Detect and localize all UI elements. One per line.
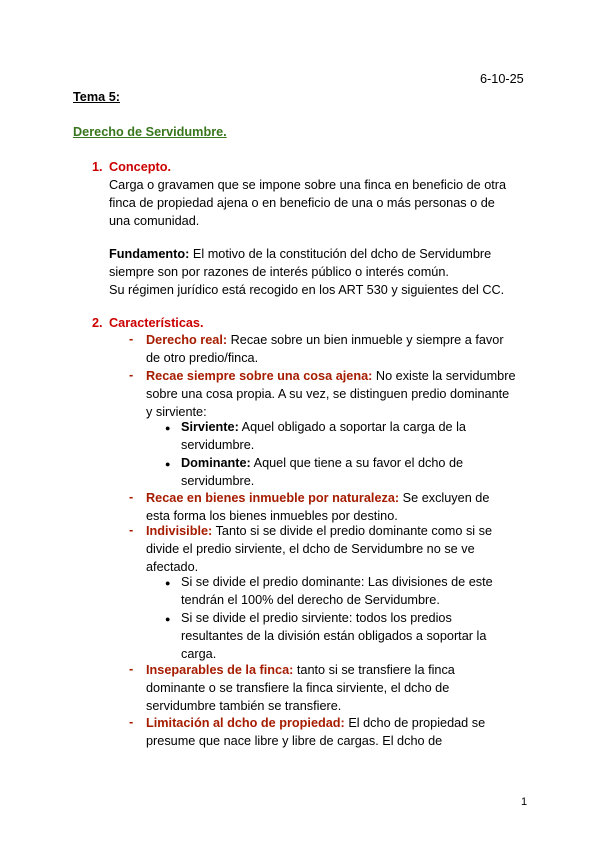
item-label: Inseparables de la finca: xyxy=(146,663,294,677)
concept-text xyxy=(109,176,506,230)
concept-line: Carga o gravamen que se impone sobre una finca en beneficio de otra xyxy=(109,178,507,192)
item-label: Indivisible: xyxy=(146,524,213,538)
round-bullet: ● xyxy=(165,459,171,469)
list-item xyxy=(146,714,485,750)
item-label: Derecho real: xyxy=(146,333,228,347)
fundamento-line: El motivo de la constitución del dcho de Servidumbre xyxy=(189,247,492,261)
subitem-line: Aquel obligado a soportar la carga de la xyxy=(238,420,466,434)
item-line: afectado. xyxy=(146,560,199,574)
fundamento-line: Su régimen jurídico está recogido en los ART 530 y siguientes del CC. xyxy=(109,283,505,297)
item-line: Se excluyen de xyxy=(399,491,490,505)
item-line: No existe la servidumbre xyxy=(372,369,516,383)
subitem-line: Aquel que tiene a su favor el dcho de xyxy=(250,456,464,470)
subitem-line: resultantes de la división están obligados a soportar la xyxy=(181,629,487,643)
subitem-label: Sirviente: xyxy=(181,420,239,434)
subitem-line: Si se divide el predio dominante: Las divisiones de este xyxy=(181,575,493,589)
round-bullet: ● xyxy=(165,423,171,433)
document-title: Derecho de Servidumbre. xyxy=(73,125,227,139)
list-item xyxy=(146,661,455,715)
list-item xyxy=(146,367,516,421)
sub-item xyxy=(181,454,463,490)
list-item xyxy=(146,489,489,525)
subitem-line: carga. xyxy=(181,647,217,661)
subitem-line: tendrán el 100% del derecho de Servidumbre. xyxy=(181,593,440,607)
section-2-number: 2. xyxy=(92,316,103,330)
page-number: 1 xyxy=(521,796,528,808)
list-item xyxy=(146,331,504,367)
item-line: dominante o se transfiere la finca sirviente, el dcho de xyxy=(146,681,450,695)
subitem-line: servidumbre. xyxy=(181,438,255,452)
item-line: El dcho de propiedad se xyxy=(344,716,486,730)
fundamento-line: siempre son por razones de interés público o interés común. xyxy=(109,265,449,279)
subitem-line: Si se divide el predio sirviente: todos los predios xyxy=(181,611,452,625)
item-label: Recae siempre sobre una cosa ajena: xyxy=(146,369,373,383)
item-line: presume que nace libre y libre de cargas. El dcho de xyxy=(146,734,443,748)
subitem-line: servidumbre. xyxy=(181,474,255,488)
item-label: Recae en bienes inmueble por naturaleza: xyxy=(146,491,400,505)
dash-bullet: - xyxy=(129,490,134,504)
item-label: Limitación al dcho de propiedad: xyxy=(146,716,345,730)
fundamento-text xyxy=(109,245,504,299)
item-line: Tanto si se divide el predio dominante como si se xyxy=(212,524,493,538)
item-line: Recae sobre un bien inmueble y siempre a favor xyxy=(227,333,504,347)
dash-bullet: - xyxy=(129,368,134,382)
dash-bullet: - xyxy=(129,662,134,676)
fundamento-label: Fundamento: xyxy=(109,247,190,261)
dash-bullet: - xyxy=(129,523,134,537)
item-line: de otro predio/finca. xyxy=(146,351,259,365)
sub-item xyxy=(181,573,493,609)
item-line: tanto si se transfiere la finca xyxy=(293,663,455,677)
item-line: servidumbre también se transfiere. xyxy=(146,699,342,713)
item-line: sobre una cosa propia. A su vez, se distinguen predio dominante xyxy=(146,387,510,401)
section-1-heading: Concepto. xyxy=(109,160,172,174)
document-date: 6-10-25 xyxy=(480,72,524,86)
sub-item xyxy=(181,609,486,663)
list-item xyxy=(146,522,492,576)
round-bullet: ● xyxy=(165,578,171,588)
sub-item xyxy=(181,418,466,454)
section-1-number: 1. xyxy=(92,160,103,174)
dash-bullet: - xyxy=(129,715,134,729)
item-line: y sirviente: xyxy=(146,405,207,419)
item-line: divide el predio sirviente, el dcho de Servidumbre no se ve xyxy=(146,542,475,556)
section-2-heading: Características. xyxy=(109,316,204,330)
concept-line: una comunidad. xyxy=(109,214,200,228)
item-line: esta forma los bienes inmuebles por destino. xyxy=(146,509,398,523)
round-bullet: ● xyxy=(165,614,171,624)
subitem-label: Dominante: xyxy=(181,456,251,470)
dash-bullet: - xyxy=(129,332,134,346)
concept-line: finca de propiedad ajena o en beneficio de una o más personas o de xyxy=(109,196,495,210)
topic-heading: Tema 5: xyxy=(73,90,121,104)
